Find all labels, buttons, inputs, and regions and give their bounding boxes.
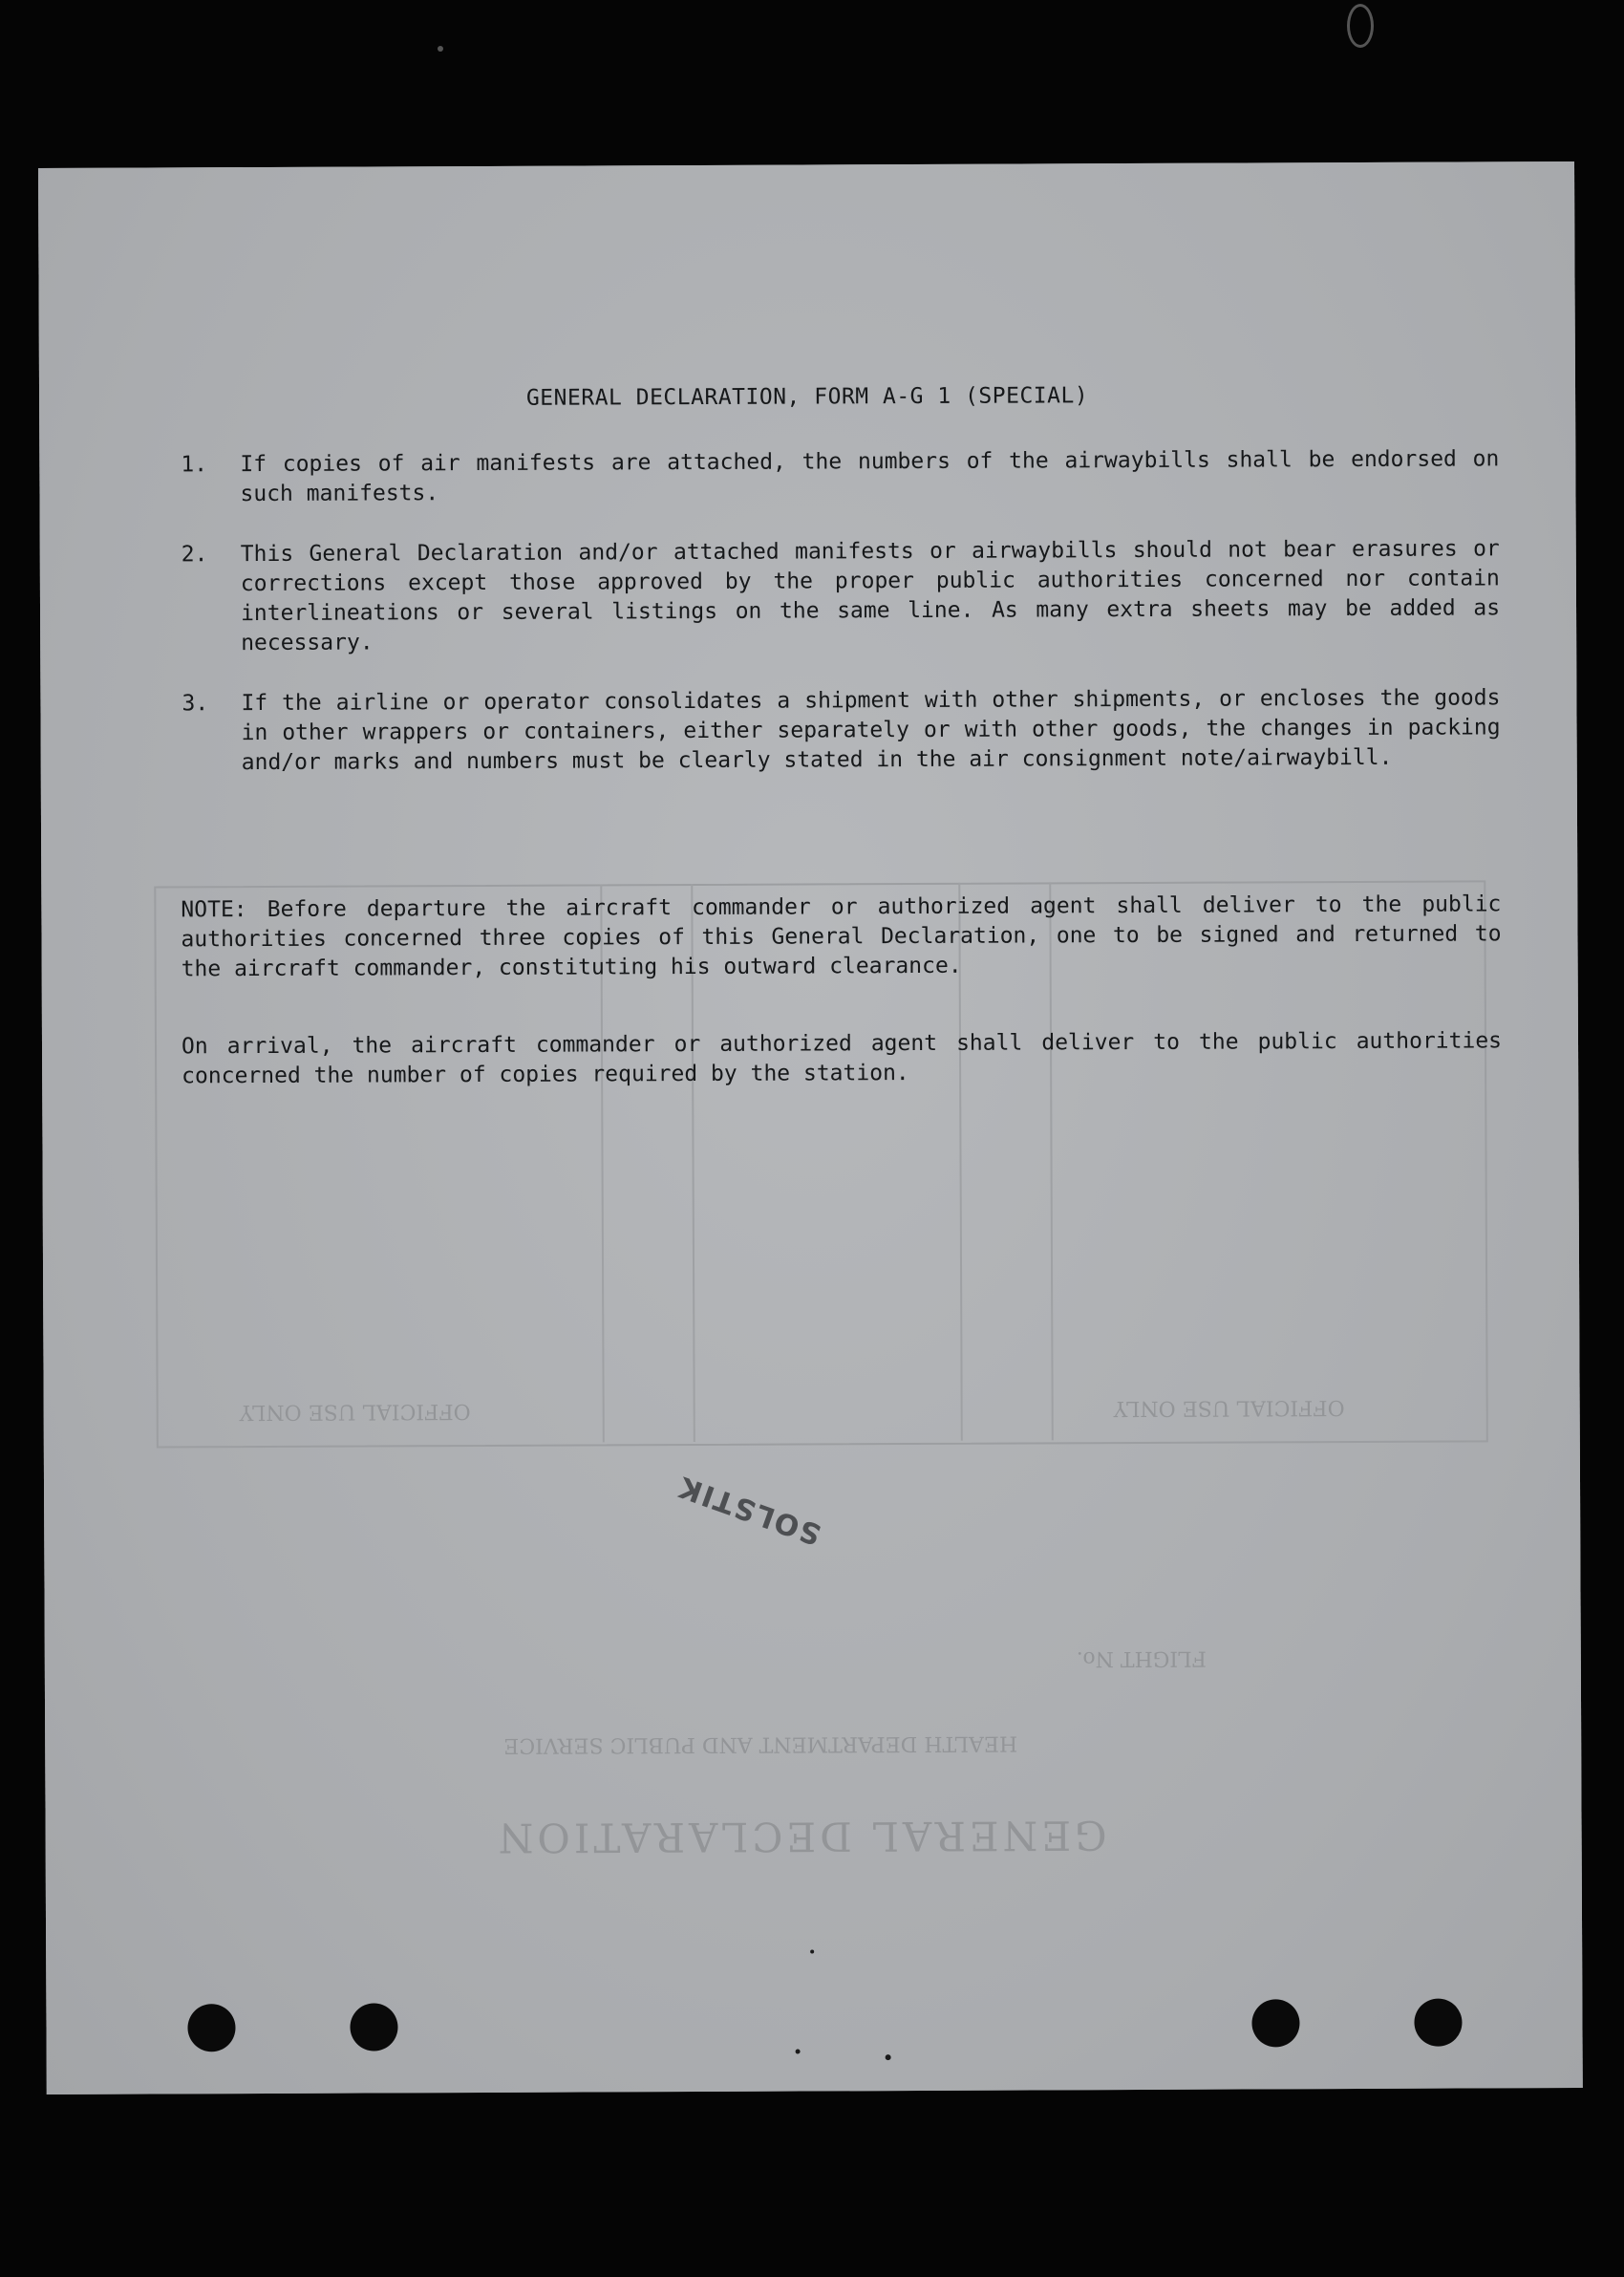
ghost-flight-label: FLIGHT No. (1076, 1645, 1207, 1671)
list-item (182, 534, 1501, 658)
arrival-paragraph: On arrival, the aircraft commander or authorized agent shall deliver to the public authorities concerned the number of copies required by the station. (181, 1028, 1503, 1089)
list-item (182, 683, 1500, 778)
punch-hole (1251, 1999, 1299, 2047)
note-paragraph: NOTE: Before departure the aircraft commander or authorized agent shall deliver to the public authorities concerned three copies of this General Declaration, one to be signed and returned to the aircraft commander, constituting his outward clearance. (181, 891, 1502, 982)
speck (438, 46, 443, 52)
list-item (181, 444, 1499, 509)
page-title: GENERAL DECLARATION, FORM A-G 1 (SPECIAL) (525, 383, 1089, 411)
item-number: 2. (181, 542, 208, 568)
ghost-official-left: OFFICIAL USE ONLY (239, 1399, 471, 1425)
document-page (38, 161, 1583, 2094)
punch-hole (350, 2003, 397, 2051)
item-number: 1. (181, 452, 208, 478)
item-number: 3. (182, 691, 209, 717)
speck (810, 1949, 814, 1953)
item-text: If the airline or operator consolidates a shipment with other shipments, or encloses the goods in other wrappers or containers, either separately or with other goods, the changes in packing and/or marks and numbers must be clearly stated in the air consignment note/airwaybill. (241, 685, 1501, 776)
item-text: If copies of air manifests are attached, the numbers of the airwaybills shall be endorsed on such manifests. (240, 446, 1500, 507)
speck (1347, 4, 1374, 48)
ghost-subheading: HEALTH DEPARTMENT AND PUBLIC SERVICE (503, 1730, 1018, 1757)
speck (796, 2050, 801, 2054)
ghost-heading: GENERAL DECLARATION (494, 1812, 1107, 1861)
punch-hole (1414, 1999, 1462, 2047)
punch-hole (187, 2004, 235, 2051)
ghost-official-right: OFFICIAL USE ONLY (1113, 1395, 1345, 1421)
ghost-stamp: SOLSTIK (673, 1469, 826, 1552)
speck (886, 2054, 891, 2060)
item-text: This General Declaration and/or attached manifests or airwaybills should not bear erasures or corrections except those approved by the proper public authorities concerned nor contain interlineations or several listings on the same line. As many extra sheets may be added as necessary. (240, 536, 1501, 656)
